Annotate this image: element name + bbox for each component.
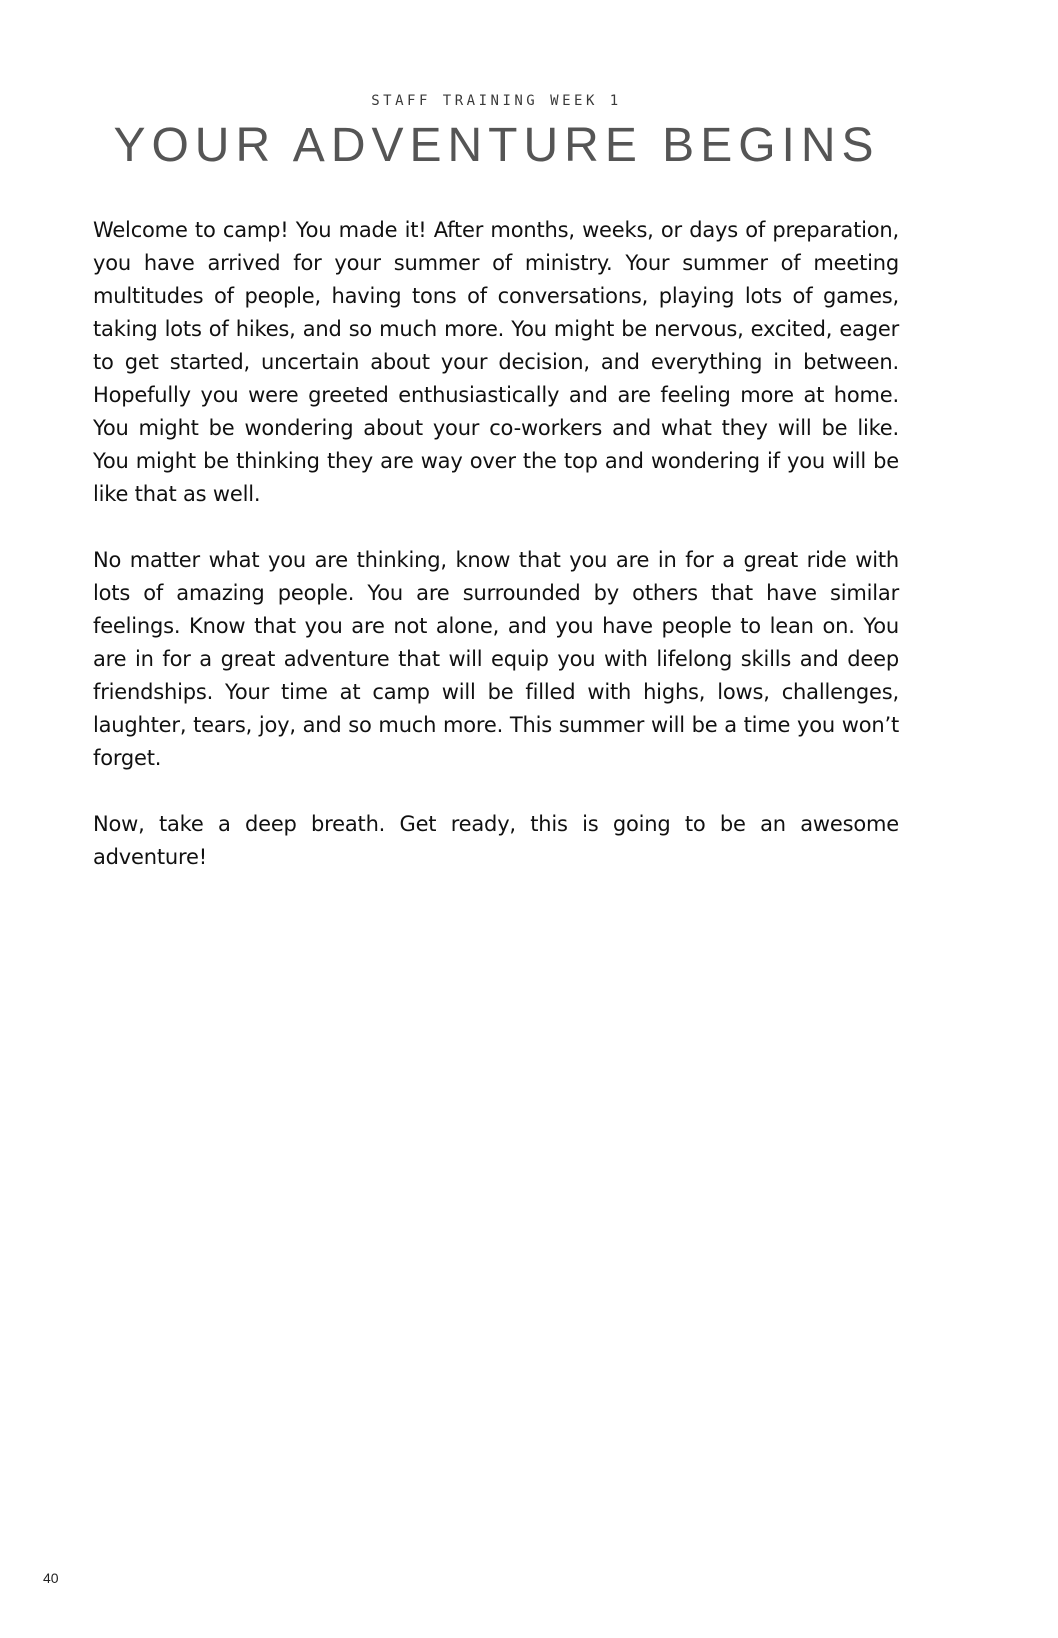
paragraph-no-matter: No matter what you are thinking, know that you are in for a great ride with lots of amazing people. You are surrounded by others that have similar feelings. Know that you are not alone, and you have people to lean on. You are in for a great adventure that will equip you with lifelong skills and deep friendships. Your time at camp will be filled with highs, lows, challenges, laughter, tears, joy, and so much more. This summer will be a time you won’t forget.: [93, 548, 899, 770]
page-title: YOUR ADVENTURE BEGINS: [113, 119, 880, 172]
paragraph-welcome: Welcome to camp! You made it! After months, weeks, or days of preparation, you have arrived for your summer of ministry. Your summer of meeting multitudes of people, having tons of conversations, playing lots of games, taking lots of hikes, and so much more. You might be nervous, excited, eager to get started, uncertain about your decision, and everything in between. Hopefully you were greeted enthusiastically and are feeling more at home. You might be wondering about your co-workers and what they will be like. You might be thinking they are way over the top and wondering if you will be like that as well.: [93, 218, 899, 506]
paragraph-deep-breath: Now, take a deep breath. Get ready, this is going to be an awesome adventure!: [93, 812, 899, 869]
section-kicker: STAFF TRAINING WEEK 1: [371, 93, 622, 109]
body-text: [93, 214, 899, 907]
page-number: 40: [43, 1570, 59, 1586]
